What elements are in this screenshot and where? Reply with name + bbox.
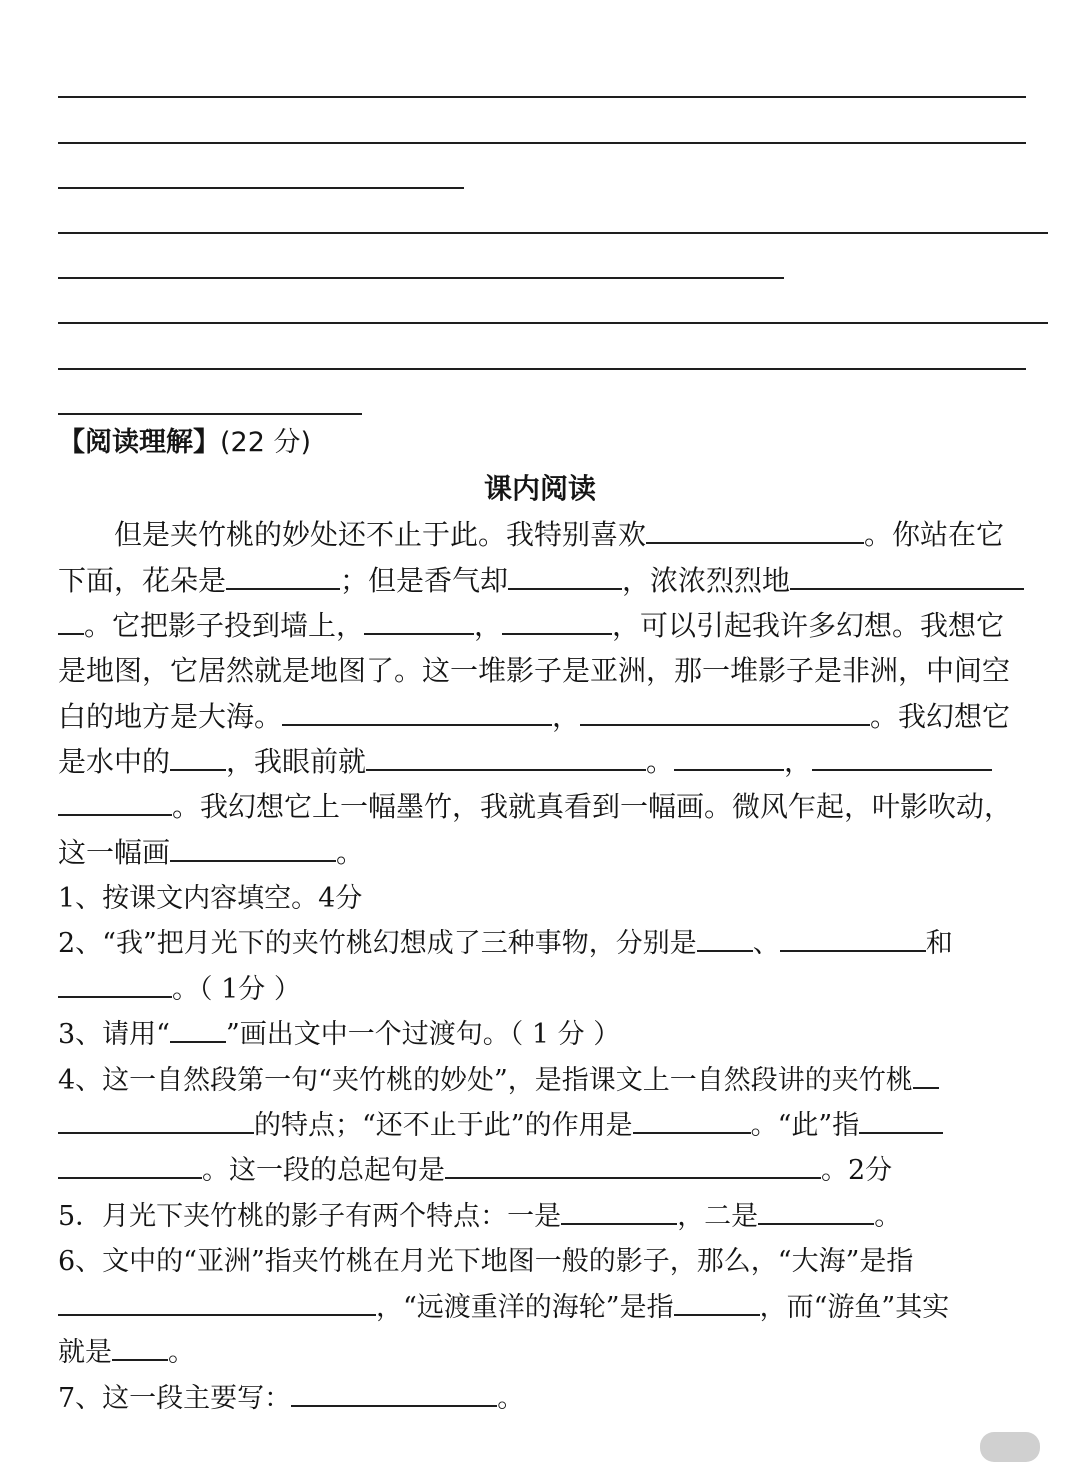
answer-line	[58, 232, 1048, 234]
fill-blank[interactable]	[58, 1104, 254, 1134]
fill-blank[interactable]	[170, 1013, 226, 1043]
fill-blank[interactable]	[780, 922, 926, 952]
question-3: 3、请用“ ”画出文中一个过渡句。（ 1 分 ）	[58, 1012, 620, 1058]
passage-line-3: 。它把影子投到墙上， ， ，可以引起我许多幻想。我想它	[58, 603, 1004, 649]
passage-title: 课内阅读	[483, 472, 596, 505]
fill-blank[interactable]	[58, 786, 172, 816]
fill-blank[interactable]	[790, 560, 1024, 590]
fill-blank[interactable]	[364, 605, 474, 635]
section-heading	[58, 420, 311, 466]
question-6: 6、文中的“亚洲”指夹竹桃在月光下地图一般的影子，那么，“大海”是指	[58, 1246, 914, 1277]
question-1: 1、按课文内容填空。4分	[58, 883, 363, 914]
question-6-cont: ，“远渡重洋的海轮”是指 ，而“游鱼”其实	[58, 1285, 949, 1331]
fill-blank[interactable]	[445, 1149, 821, 1179]
fill-blank[interactable]	[58, 1286, 376, 1316]
question-6-cont2: 就是 。	[58, 1330, 195, 1376]
question-2: 2、“我”把月光下的夹竹桃幻想成了三种事物，分别是 、 和	[58, 921, 953, 967]
section-name: 阅读理解	[85, 427, 193, 458]
answer-line	[58, 187, 464, 189]
section-score: (22 分)	[220, 427, 312, 458]
scroll-indicator[interactable]	[980, 1432, 1040, 1462]
question-7: 7、这一段主要写： 。	[58, 1376, 524, 1422]
fill-blank[interactable]	[502, 605, 612, 635]
fill-blank[interactable]	[282, 696, 552, 726]
fill-blank[interactable]	[508, 560, 622, 590]
question-2-cont: 。（ 1分 ）	[58, 967, 301, 1013]
question-4: 4、这一自然段第一句“夹竹桃的妙处”，是指课文上一自然段讲的夹竹桃	[58, 1058, 939, 1104]
fill-blank[interactable]	[646, 514, 864, 544]
answer-line	[58, 322, 1048, 324]
section-bracket-close: 】	[193, 427, 220, 458]
fill-blank[interactable]	[812, 741, 992, 771]
fill-blank[interactable]	[226, 560, 340, 590]
fill-blank[interactable]	[561, 1195, 677, 1225]
question-4-cont: 的特点；“还不止于此”的作用是 。“此”指	[58, 1103, 943, 1149]
fill-blank[interactable]	[859, 1104, 943, 1134]
fill-blank[interactable]	[112, 1331, 168, 1361]
passage-line-4: 是地图，它居然就是地图了。这一堆影子是亚洲，那一堆影子是非洲，中间空	[58, 654, 1011, 687]
fill-blank[interactable]	[58, 1149, 202, 1179]
fill-blank[interactable]	[170, 832, 336, 862]
answer-line	[58, 142, 1026, 144]
fill-blank[interactable]	[58, 605, 84, 635]
passage-line-2: 下面，花朵是 ；但是香气却 ，浓浓烈烈地	[58, 558, 1024, 604]
passage-line-8: 这一幅画 。	[58, 830, 364, 876]
answer-line	[58, 96, 1026, 98]
fill-blank[interactable]	[913, 1059, 939, 1089]
passage-line-1: 但是夹竹桃的妙处还不止于此。我特别喜欢 。你站在它	[114, 512, 1004, 558]
question-4-cont2: 。这一段的总起句是 。2分	[58, 1148, 892, 1194]
fill-blank[interactable]	[170, 741, 226, 771]
question-5: 5．月光下夹竹桃的影子有两个特点：一是 ，二是 。	[58, 1194, 901, 1240]
answer-line	[58, 277, 784, 279]
passage-line-6: 是水中的 ，我眼前就 。 ，	[58, 739, 992, 785]
fill-blank[interactable]	[580, 696, 870, 726]
fill-blank[interactable]	[674, 1286, 760, 1316]
passage-line-7: 。我幻想它上一幅墨竹，我就真看到一幅画。微风乍起，叶影吹动，	[58, 784, 1012, 830]
fill-blank[interactable]	[633, 1104, 751, 1134]
section-bracket-open: 【	[58, 427, 85, 458]
fill-blank[interactable]	[697, 922, 753, 952]
fill-blank[interactable]	[58, 968, 172, 998]
fill-blank[interactable]	[758, 1195, 874, 1225]
fill-blank[interactable]	[674, 741, 784, 771]
fill-blank[interactable]	[291, 1377, 497, 1407]
passage-line-5: 白的地方是大海。 ， 。我幻想它	[58, 694, 1010, 740]
answer-line	[58, 413, 362, 415]
fill-blank[interactable]	[366, 741, 646, 771]
answer-line	[58, 368, 1026, 370]
